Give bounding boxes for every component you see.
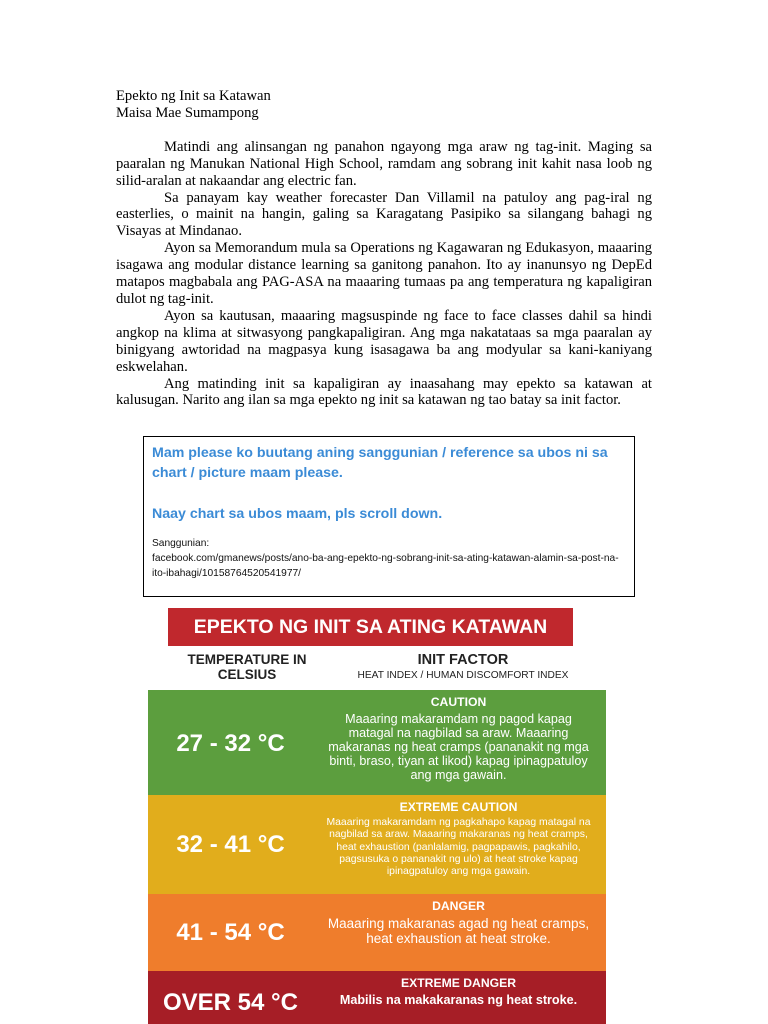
article-author: Maisa Mae Sumampong — [116, 104, 259, 121]
band-text: Maaaring makaramdam ng pagod kapag matagal na nagbilad sa araw. Maaaring makaranas ng heat cramps (pananakit ng mga binti, braso, tiyan at likod) kapag ipinagpatuloy ang mga gawain. — [328, 712, 589, 782]
article-paragraph: Ang matinding init sa kapaligiran ay inaasahang may epekto sa katawan at kalusugan. Narito ang ilan sa mga epekto ng init sa katawan ng tao batay sa init factor. — [116, 375, 652, 409]
article-paragraph: Sa panayam kay weather forecaster Dan Villamil na patuloy ang pag-iral ng easterlies, o mainit na hangin, galing sa Karagatang Pasipiko sa silangang bahagi ng Visayas at Mindanao. — [116, 189, 652, 240]
infographic-title: EPEKTO NG INIT SA ATING KATAWAN — [168, 608, 573, 646]
init-factor-column-header — [338, 652, 588, 683]
band-level: DANGER — [432, 899, 485, 913]
band-text: Mabilis na makakaranas ng heat stroke. — [339, 993, 578, 1007]
heat-band-danger — [148, 894, 606, 971]
band-description — [313, 690, 606, 797]
band-description — [313, 971, 606, 1024]
reference-note-box — [143, 436, 635, 597]
article-title: Epekto ng Init sa Katawan — [116, 88, 271, 104]
heat-band-extreme-caution — [148, 795, 606, 895]
heat-band-extreme-danger — [148, 971, 606, 1024]
heat-band-caution — [148, 690, 606, 797]
band-text: Maaaring makaranas agad ng heat cramps, heat exhaustion at heat stroke. — [327, 916, 590, 946]
band-temperature: OVER 54 °C — [163, 989, 298, 1016]
band-text: Maaaring makaramdam ng pagkahapo kapag matagal na nagbilad sa araw. Maaaring makaranas ng heat cramps, heat exhaustion (panlalamig, pagpapawis, pagkahilo, pagsusuka o pananakit ng ulo) at heat stroke kapag ipinagpatuloy ang mga gawain. — [326, 817, 591, 878]
temperature-column-header: TEMPERATURE IN CELSIUS — [187, 652, 307, 682]
band-description — [313, 795, 606, 895]
band-level: EXTREME CAUTION — [399, 800, 518, 814]
article-paragraph: Matindi ang alinsangan ng panahon ngayong mga araw ng tag-init. Maging sa paaralan ng Manukan National High School, ramdam ang sobrang init kahit nasa loob ng silid-aralan at nakaandar ang electric fan. — [116, 138, 652, 189]
heat-index-infographic — [148, 606, 606, 1024]
init-factor-sublabel: HEAT INDEX / HUMAN DISCOMFORT INDEX — [357, 670, 569, 681]
reference-label: Sanggunian: — [152, 538, 210, 549]
note-scroll-hint: Naay chart sa ubos maam, pls scroll down. — [152, 506, 443, 522]
band-level: CAUTION — [430, 695, 487, 709]
band-temperature: 27 - 32 °C — [176, 729, 285, 757]
reference-block — [152, 536, 626, 581]
article — [116, 88, 652, 409]
article-paragraph: Ayon sa kautusan, maaaring magsuspinde ng face to face classes dahil sa hindi angkop na klima at sitwasyong pangkapaligiran. Ang mga nakatataas sa mga paaralan ay binigyang awtoridad na magpasya kung isasagawa ba ang modyular sa kani-kaniyang eskwelahan. — [116, 307, 652, 375]
spacer — [116, 122, 652, 139]
reference-url: facebook.com/gmanews/posts/ano-ba-ang-epekto-ng-sobrang-init-sa-ating-katawan-alamin-sa-post-na-ito-ibahagi/10158764520541977/ — [152, 553, 619, 579]
band-temperature: 41 - 54 °C — [176, 918, 285, 946]
band-level: EXTREME DANGER — [400, 976, 517, 990]
band-description — [313, 894, 606, 971]
note-request: Mam please ko buutang aning sanggunian / reference sa ubos ni sa chart / picture maam please. — [152, 445, 608, 481]
init-factor-label: INIT FACTOR — [417, 652, 509, 668]
article-paragraph: Ayon sa Memorandum mula sa Operations ng Kagawaran ng Edukasyon, maaaring isagawa ang modular distance learning sa ganitong panahon. Ito ay inanunsyo ng DepEd matapos magbabala ang PAG-ASA na maaaring tumaas pa ang temperatura ng kapaligiran dulot ng tag-init. — [116, 240, 652, 307]
band-temperature: 32 - 41 °C — [176, 831, 285, 858]
